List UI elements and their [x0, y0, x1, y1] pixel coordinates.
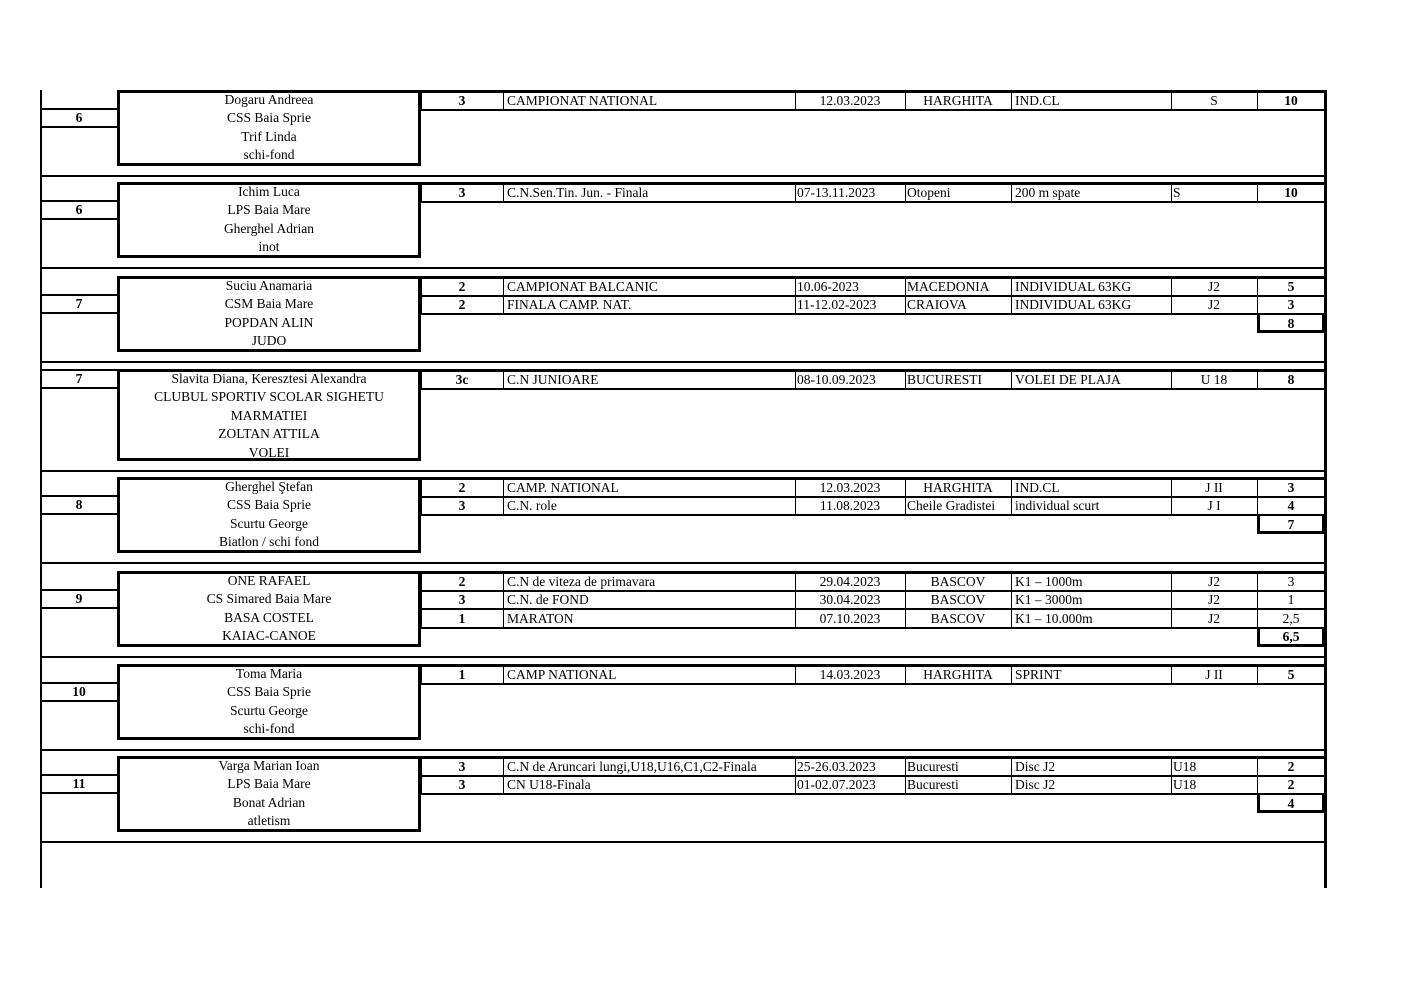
column-rule [503, 182, 504, 203]
group-separator [40, 361, 1327, 363]
column-rule [1171, 477, 1172, 516]
result-competition: CAMPIONAT BALCANIC [507, 278, 658, 294]
result-category: J II [1205, 479, 1223, 495]
result-place: 3 [458, 777, 466, 792]
result-category: J2 [1207, 297, 1220, 312]
coach-name: ZOLTAN ATTILA [218, 426, 320, 442]
sport-name: schi-fond [243, 721, 295, 737]
result-points: 3 [1287, 573, 1295, 589]
column-rule [1011, 90, 1012, 111]
column-rule [905, 477, 906, 516]
column-rule [503, 276, 504, 315]
coach-name: POPDAN ALIN [224, 314, 314, 330]
column-rule [905, 571, 906, 629]
column-rule [905, 369, 906, 390]
result-place: 2 [458, 297, 466, 312]
group-separator [40, 175, 1327, 177]
column-rule [503, 369, 504, 390]
coach-name: Trif Linda [241, 128, 297, 144]
result-date: 08-10.09.2023 [797, 371, 876, 387]
result-place: 3 [458, 92, 466, 108]
result-date: 30.04.2023 [819, 592, 881, 607]
result-competition: C.N JUNIOARE [507, 371, 599, 387]
column-rule [1011, 664, 1012, 685]
result-event: IND.CL [1015, 92, 1060, 108]
coach-name: Scurtu George [229, 515, 309, 531]
column-rule [1011, 276, 1012, 315]
club-name: CSS Baia Sprie [226, 497, 311, 513]
athlete-name: Suciu Anamaria [225, 277, 313, 293]
column-rule [1171, 571, 1172, 629]
column-rule [421, 369, 422, 390]
club-name: LPS Baia Mare [227, 202, 311, 218]
column-rule [905, 664, 906, 685]
sport-name: atletism [247, 813, 291, 829]
rank-number: 8 [75, 497, 83, 512]
result-event: INDIVIDUAL 63KG [1015, 297, 1132, 312]
result-points: 3 [1287, 297, 1295, 312]
result-place: 2 [458, 278, 466, 294]
result-points: 10 [1284, 92, 1298, 108]
column-rule [905, 756, 906, 795]
result-competition: C.N. role [507, 498, 557, 513]
result-date: 12.03.2023 [819, 479, 881, 495]
result-location: Cheile Gradistei [907, 498, 996, 513]
column-rule [503, 664, 504, 685]
result-location: MACEDONIA [907, 278, 990, 294]
result-location: Bucuresti [907, 758, 959, 774]
club-name: CSS Baia Sprie [226, 684, 311, 700]
athlete-name: Dogaru Andreea [224, 91, 314, 107]
group-separator [40, 470, 1327, 472]
column-rule [421, 276, 422, 315]
result-event: Disc J2 [1015, 758, 1056, 774]
result-date: 07-13.11.2023 [797, 184, 876, 200]
sport-name: VOLEI [248, 444, 290, 460]
column-rule [1257, 756, 1258, 795]
column-rule [503, 756, 504, 795]
column-rule [1171, 182, 1172, 203]
result-points: 2 [1287, 758, 1295, 774]
column-rule [1171, 369, 1172, 390]
result-category: S [1173, 184, 1181, 200]
coach-name: Gherghel Adrian [223, 220, 315, 236]
column-rule [1011, 477, 1012, 516]
column-rule [905, 90, 906, 111]
coach-name: BASA COSTEL [224, 609, 314, 625]
total-points: 8 [1287, 315, 1295, 331]
total-points: 7 [1287, 516, 1295, 532]
result-competition: CAMPIONAT NATIONAL [507, 92, 658, 108]
athlete-name: Gherghel Ştefan [225, 478, 313, 494]
result-place: 3 [458, 498, 466, 513]
column-rule [795, 664, 796, 685]
result-event: 200 m spate [1015, 184, 1081, 200]
sport-name: Biatlon / schi fond [218, 534, 320, 550]
column-rule [421, 664, 422, 685]
column-rule [1257, 90, 1258, 111]
column-rule [421, 90, 422, 111]
result-event: individual scurt [1015, 498, 1100, 513]
athlete-name: Ichim Luca [238, 183, 300, 199]
result-points: 4 [1287, 498, 1295, 513]
rank-number: 6 [75, 110, 83, 125]
total-points: 6,5 [1282, 629, 1300, 644]
result-event: Disc J2 [1015, 777, 1056, 792]
group-separator [40, 841, 1327, 843]
column-rule [1257, 369, 1258, 390]
result-place: 3 [458, 592, 466, 607]
result-location: CRAIOVA [907, 297, 967, 312]
result-location: BUCURESTI [907, 371, 983, 387]
result-date: 10.06-2023 [797, 278, 859, 294]
result-competition: C.N de Aruncari lungi,U18,U16,C1,C2-Finala [507, 758, 757, 774]
column-rule [421, 756, 422, 795]
rank-number: 7 [75, 296, 83, 311]
result-event: K1 – 1000m [1015, 573, 1083, 589]
column-rule [1011, 182, 1012, 203]
result-event: INDIVIDUAL 63KG [1015, 278, 1132, 294]
result-category: U18 [1173, 777, 1197, 792]
result-date: 11.08.2023 [819, 498, 881, 513]
result-place: 3 [458, 758, 466, 774]
sport-name: JUDO [251, 333, 287, 349]
result-category: J2 [1207, 610, 1220, 626]
result-location: BASCOV [930, 592, 986, 607]
sport-name: KAIAC-CANOE [222, 628, 316, 644]
group-separator [40, 656, 1327, 658]
result-place: 3c [455, 371, 469, 387]
athlete-name: Varga Marian Ioan [218, 757, 320, 773]
athlete-name: ONE RAFAEL [227, 572, 311, 588]
result-competition: CN U18-Finala [507, 777, 591, 792]
result-event: IND.CL [1015, 479, 1060, 495]
result-date: 07.10.2023 [819, 610, 881, 626]
result-location: HARGHITA [923, 92, 993, 108]
athlete-name: Slavita Diana, Keresztesi Alexandra [171, 370, 367, 386]
column-rule [1011, 756, 1012, 795]
sport-name: inot [258, 239, 280, 255]
result-place: 1 [458, 666, 466, 682]
result-date: 25-26.03.2023 [797, 758, 876, 774]
club-name: CLUBUL SPORTIV SCOLAR SIGHETU [154, 389, 384, 405]
column-rule [1171, 664, 1172, 685]
column-rule [905, 182, 906, 203]
result-category: J2 [1207, 573, 1220, 589]
column-rule [503, 477, 504, 516]
column-rule [905, 276, 906, 315]
column-rule [795, 90, 796, 111]
column-rule [1257, 477, 1258, 516]
column-rule [503, 90, 504, 111]
club-name: CSS Baia Sprie [226, 110, 311, 126]
group-separator [40, 749, 1327, 751]
rank-number: 6 [75, 202, 83, 217]
column-rule [1011, 571, 1012, 629]
result-category: J I [1207, 498, 1221, 513]
result-location: BASCOV [930, 610, 986, 626]
coach-name: Scurtu George [229, 702, 309, 718]
result-category: J II [1205, 666, 1223, 682]
result-event: VOLEI DE PLAJA [1015, 371, 1121, 387]
result-points: 5 [1287, 666, 1295, 682]
result-competition: MARATON [507, 610, 574, 626]
result-event: SPRINT [1015, 666, 1062, 682]
rank-number: 7 [75, 371, 83, 386]
column-rule [421, 182, 422, 203]
sport-name: schi-fond [243, 147, 295, 163]
result-points: 1 [1287, 592, 1295, 607]
column-rule [795, 477, 796, 516]
result-competition: C.N. de FOND [507, 592, 589, 607]
result-competition: CAMP NATIONAL [507, 666, 617, 682]
column-rule [795, 756, 796, 795]
club-name: LPS Baia Mare [227, 776, 311, 792]
result-date: 12.03.2023 [819, 92, 881, 108]
result-competition: FINALA CAMP. NAT. [507, 297, 632, 312]
athlete-name: Toma Maria [235, 665, 303, 681]
rank-number: 9 [75, 591, 83, 606]
club-name: CSM Baia Mare [224, 296, 314, 312]
coach-name: Bonat Adrian [232, 794, 306, 810]
result-location: BASCOV [930, 573, 986, 589]
result-location: Otopeni [907, 184, 951, 200]
column-rule [1257, 182, 1258, 203]
result-date: 01-02.07.2023 [797, 777, 876, 792]
result-category: J2 [1207, 278, 1220, 294]
rank-number: 11 [72, 776, 86, 791]
column-rule [1171, 756, 1172, 795]
column-rule [1171, 276, 1172, 315]
result-place: 1 [458, 610, 466, 626]
column-rule [1257, 664, 1258, 685]
group-separator [40, 562, 1327, 564]
result-category: J2 [1207, 592, 1220, 607]
coach-name: MARMATIEI [230, 407, 308, 423]
result-competition: C.N de viteza de primavara [507, 573, 656, 589]
result-location: HARGHITA [923, 479, 993, 495]
result-points: 2,5 [1282, 610, 1300, 626]
result-category: U 18 [1200, 371, 1228, 387]
column-rule [421, 477, 422, 516]
column-rule [795, 276, 796, 315]
result-place: 2 [458, 573, 466, 589]
result-date: 29.04.2023 [819, 573, 881, 589]
result-date: 11-12.02-2023 [797, 297, 877, 312]
column-rule [795, 182, 796, 203]
result-points: 2 [1287, 777, 1295, 792]
rank-number: 10 [72, 684, 86, 699]
result-date: 14.03.2023 [819, 666, 881, 682]
column-rule [421, 571, 422, 629]
result-event: K1 – 3000m [1015, 592, 1083, 607]
result-points: 5 [1287, 278, 1295, 294]
column-rule [1171, 90, 1172, 111]
result-competition: CAMP. NATIONAL [507, 479, 619, 495]
column-rule [795, 369, 796, 390]
result-place: 3 [458, 184, 466, 200]
result-location: Bucuresti [907, 777, 959, 792]
result-category: S [1210, 92, 1218, 108]
result-place: 2 [458, 479, 466, 495]
column-rule [795, 571, 796, 629]
result-location: HARGHITA [923, 666, 993, 682]
club-name: CS Simared Baia Mare [206, 591, 332, 607]
column-rule [1257, 571, 1258, 629]
column-rule [503, 571, 504, 629]
result-points: 8 [1287, 371, 1295, 387]
group-separator [40, 267, 1327, 269]
result-points: 3 [1287, 479, 1295, 495]
result-competition: C.N.Sen.Tin. Jun. - Finala [507, 184, 649, 200]
column-rule [1257, 276, 1258, 315]
result-event: K1 – 10.000m [1015, 610, 1093, 626]
column-rule [1011, 369, 1012, 390]
result-points: 10 [1284, 184, 1298, 200]
result-category: U18 [1173, 758, 1197, 774]
total-points: 4 [1287, 795, 1295, 811]
